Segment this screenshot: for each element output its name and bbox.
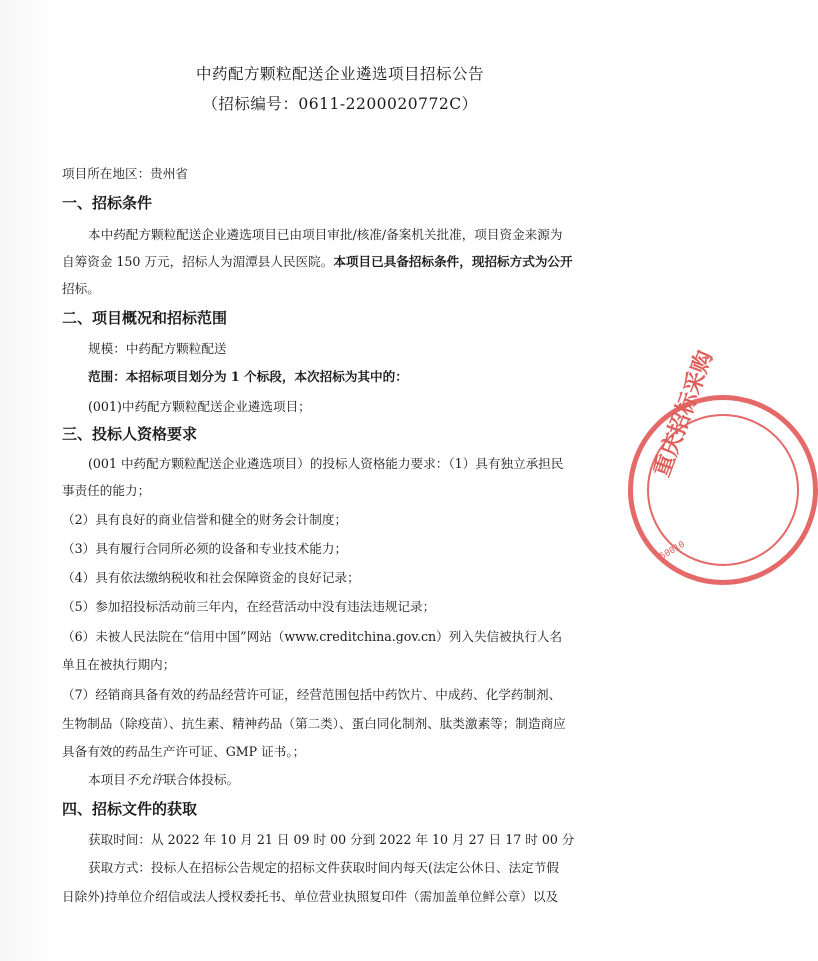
section-heading-4: 四、招标文件的获取 bbox=[62, 800, 198, 818]
joint-bid-text: 本项目 bbox=[88, 772, 126, 787]
qualification-intro-cont: 事责任的能力； bbox=[62, 483, 151, 498]
joint-bid-text: 联合体投标。 bbox=[163, 772, 240, 787]
paragraph-text-bold: 本项目已具备招标条件，现招标方式为公开 bbox=[333, 254, 573, 269]
scan-shadow bbox=[0, 0, 60, 961]
section-heading-2: 二、项目概况和招标范围 bbox=[62, 309, 228, 327]
stamp-code: 50010 bbox=[658, 539, 687, 563]
scope-line: 范围：本招标项目划分为 1 个标段，本次招标为其中的： bbox=[88, 369, 408, 384]
notice-title: 中药配方颗粒配送企业遴选项目招标公告 bbox=[195, 65, 484, 83]
qualification-item: （6）未被人民法院在“信用中国”网站（www.creditchina.gov.cn）列入失信被执行人名 bbox=[62, 629, 563, 644]
qualification-intro: (001 中药配方颗粒配送企业遴选项目）的投标人资格能力要求：（1）具有独立承担民 bbox=[88, 456, 564, 471]
tender-number: （招标编号：0611-2200020772C） bbox=[202, 95, 478, 113]
stamp-text: 重庆招标采购 bbox=[649, 347, 719, 481]
section-heading-3: 三、投标人资格要求 bbox=[62, 425, 198, 443]
red-seal-stamp bbox=[628, 347, 818, 585]
qualification-item-cont: 单且在被执行期内； bbox=[62, 657, 176, 672]
project-region: 项目所在地区：贵州省 bbox=[62, 166, 188, 181]
qualification-text: ；制造商应 bbox=[502, 716, 566, 731]
qualification-text: 生物制品（除疫苗）、抗生素、精神药品（第二类）、蛋白同化制剂、肽类激素等 bbox=[62, 716, 503, 731]
qualification-item: （4）具有依法缴纳税收和社会保障资金的良好记录； bbox=[62, 570, 360, 585]
acquisition-time: 获取时间：从 2022 年 10 月 21 日 09 时 00 分到 2022 年 10 月 27 日 17 时 00 分 bbox=[88, 832, 575, 847]
acquisition-method: 获取方式：投标人在招标公告规定的招标文件获取时间内每天(法定公休日、法定节假 bbox=[88, 860, 559, 875]
qualification-item: （2）具有良好的商业信誉和健全的财务会计制度； bbox=[62, 512, 348, 527]
paragraph-text: 自筹资金 150 万元，招标人为湄潭县人民医院。 bbox=[62, 254, 334, 269]
joint-bid-handwritten: 不允许 bbox=[125, 772, 164, 787]
lot-item: (001)中药配方颗粒配送企业遴选项目； bbox=[88, 399, 311, 414]
qualification-item: （5）参加招投标活动前三年内，在经营活动中没有违法违规记录； bbox=[62, 599, 436, 614]
qualification-item-cont bbox=[62, 713, 566, 732]
section-heading-1: 一、招标条件 bbox=[62, 194, 153, 212]
scale-line: 规模：中药配方颗粒配送 bbox=[88, 341, 227, 356]
paragraph-line bbox=[62, 251, 573, 270]
qualification-item-cont: 具备有效的药品生产许可证、GMP 证书。； bbox=[62, 744, 306, 759]
acquisition-method-cont: 日除外)持单位介绍信或法人授权委托书、单位营业执照复印件（需加盖单位鲜公章）以及 bbox=[62, 889, 559, 904]
joint-bid-line bbox=[88, 769, 239, 788]
paragraph-line: 招标。 bbox=[62, 281, 100, 296]
paragraph-line: 本中药配方颗粒配送企业遴选项目已由项目审批/核准/备案机关批准，项目资金来源为 bbox=[88, 227, 563, 242]
qualification-item: （3）具有履行合同所必须的设备和专业技术能力； bbox=[62, 541, 348, 556]
qualification-item: （7）经销商具备有效的药品经营许可证，经营范围包括中药饮片、中成药、化学药制剂、 bbox=[62, 687, 562, 702]
